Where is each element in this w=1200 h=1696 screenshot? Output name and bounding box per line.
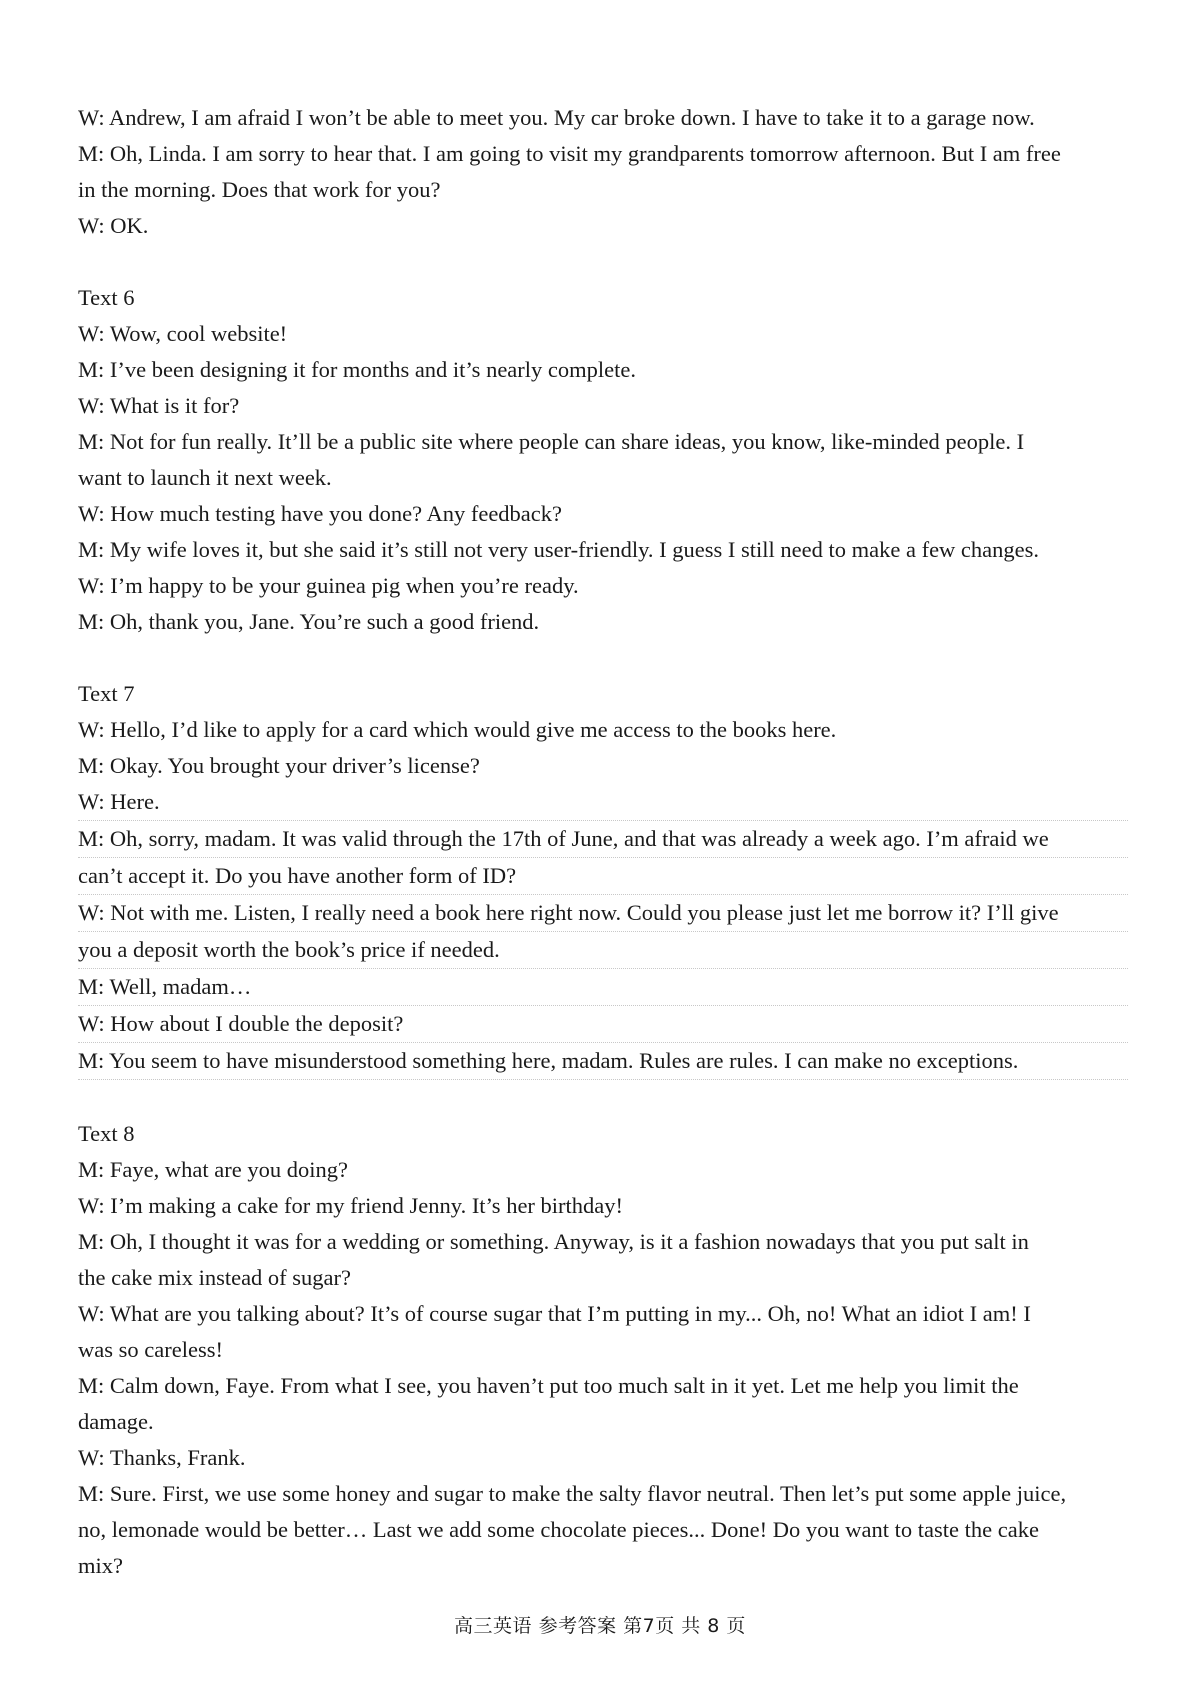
text5-section (78, 100, 1128, 244)
section-heading: Text 8 (78, 1121, 135, 1146)
section-heading: Text 6 (78, 285, 135, 310)
dialogue-line: M: Well, madam… (78, 969, 1128, 1006)
dialogue-line: W: How much testing have you done? Any feedback? (78, 501, 563, 526)
text8-section (78, 1116, 1128, 1584)
dialogue-line: M: You seem to have misunderstood something here, madam. Rules are rules. I can make no exceptions. (78, 1043, 1128, 1080)
dialogue-line: W: How about I double the deposit? (78, 1006, 1128, 1043)
dialogue-line: was so careless! (78, 1337, 223, 1362)
dialogue-line: M: Okay. You brought your driver’s license? (78, 753, 480, 778)
text7-section (78, 676, 1128, 1080)
dialogue-line: M: Oh, I thought it was for a wedding or something. Anyway, is it a fashion nowadays that you put salt in (78, 1229, 1029, 1254)
dialogue-line: M: Calm down, Faye. From what I see, you haven’t put too much salt in it yet. Let me help you limit the (78, 1373, 1019, 1398)
dialogue-line: M: Faye, what are you doing? (78, 1157, 348, 1182)
section-heading: Text 7 (78, 681, 135, 706)
section-gap (78, 640, 1128, 676)
dialogue-line: M: Oh, sorry, madam. It was valid through the 17th of June, and that was already a week ago. I’m afraid we (78, 821, 1128, 858)
dialogue-line: the cake mix instead of sugar? (78, 1265, 352, 1290)
dialogue-line: W: Here. (78, 784, 1128, 821)
dialogue-line: W: Thanks, Frank. (78, 1445, 246, 1470)
dialogue-line: you a deposit worth the book’s price if needed. (78, 932, 1128, 969)
page-footer: 高三英语 参考答案 第7页 共 8 页 (454, 1615, 746, 1637)
dialogue-line: want to launch it next week. (78, 465, 332, 490)
dialogue-line: W: Wow, cool website! (78, 321, 288, 346)
dialogue-line: M: My wife loves it, but she said it’s still not very user-friendly. I guess I still need to make a few changes. (78, 537, 1040, 562)
dialogue-line: W: What is it for? (78, 393, 240, 418)
dialogue-line: W: I’m making a cake for my friend Jenny. It’s her birthday! (78, 1193, 624, 1218)
dialogue-line: mix? (78, 1553, 123, 1578)
dialogue-line: M: Sure. First, we use some honey and sugar to make the salty flavor neutral. Then let’s put some apple juice, (78, 1481, 1067, 1506)
dialogue-line: M: I’ve been designing it for months and it’s nearly complete. (78, 357, 636, 382)
dialogue-line: M: Not for fun really. It’ll be a public site where people can share ideas, you know, like-minded people. I (78, 429, 1025, 454)
dialogue-line: no, lemonade would be better… Last we add some chocolate pieces... Done! Do you want to taste the cake (78, 1517, 1039, 1542)
dialogue-line: W: OK. (78, 213, 149, 238)
dialogue-line: in the morning. Does that work for you? (78, 177, 441, 202)
dialogue-line: M: Oh, Linda. I am sorry to hear that. I am going to visit my grandparents tomorrow afternoon. But I am free (78, 141, 1061, 166)
document-body (78, 100, 1128, 1584)
dialogue-line: M: Oh, thank you, Jane. You’re such a good friend. (78, 609, 540, 634)
dialogue-line: W: I’m happy to be your guinea pig when you’re ready. (78, 573, 579, 598)
section-gap (78, 244, 1128, 280)
section-gap (78, 1080, 1128, 1116)
dialogue-line: damage. (78, 1409, 154, 1434)
dialogue-line: W: Hello, I’d like to apply for a card which would give me access to the books here. (78, 717, 837, 742)
text6-section (78, 280, 1128, 640)
dialogue-line: W: Andrew, I am afraid I won’t be able to meet you. My car broke down. I have to take it to a garage now. (78, 105, 1035, 130)
dialogue-line: W: Not with me. Listen, I really need a book here right now. Could you please just let me borrow it? I’ll give (78, 895, 1128, 932)
dialogue-line: W: What are you talking about? It’s of course sugar that I’m putting in my... Oh, no! What an idiot I am! I (78, 1301, 1031, 1326)
dialogue-line: can’t accept it. Do you have another form of ID? (78, 858, 1128, 895)
